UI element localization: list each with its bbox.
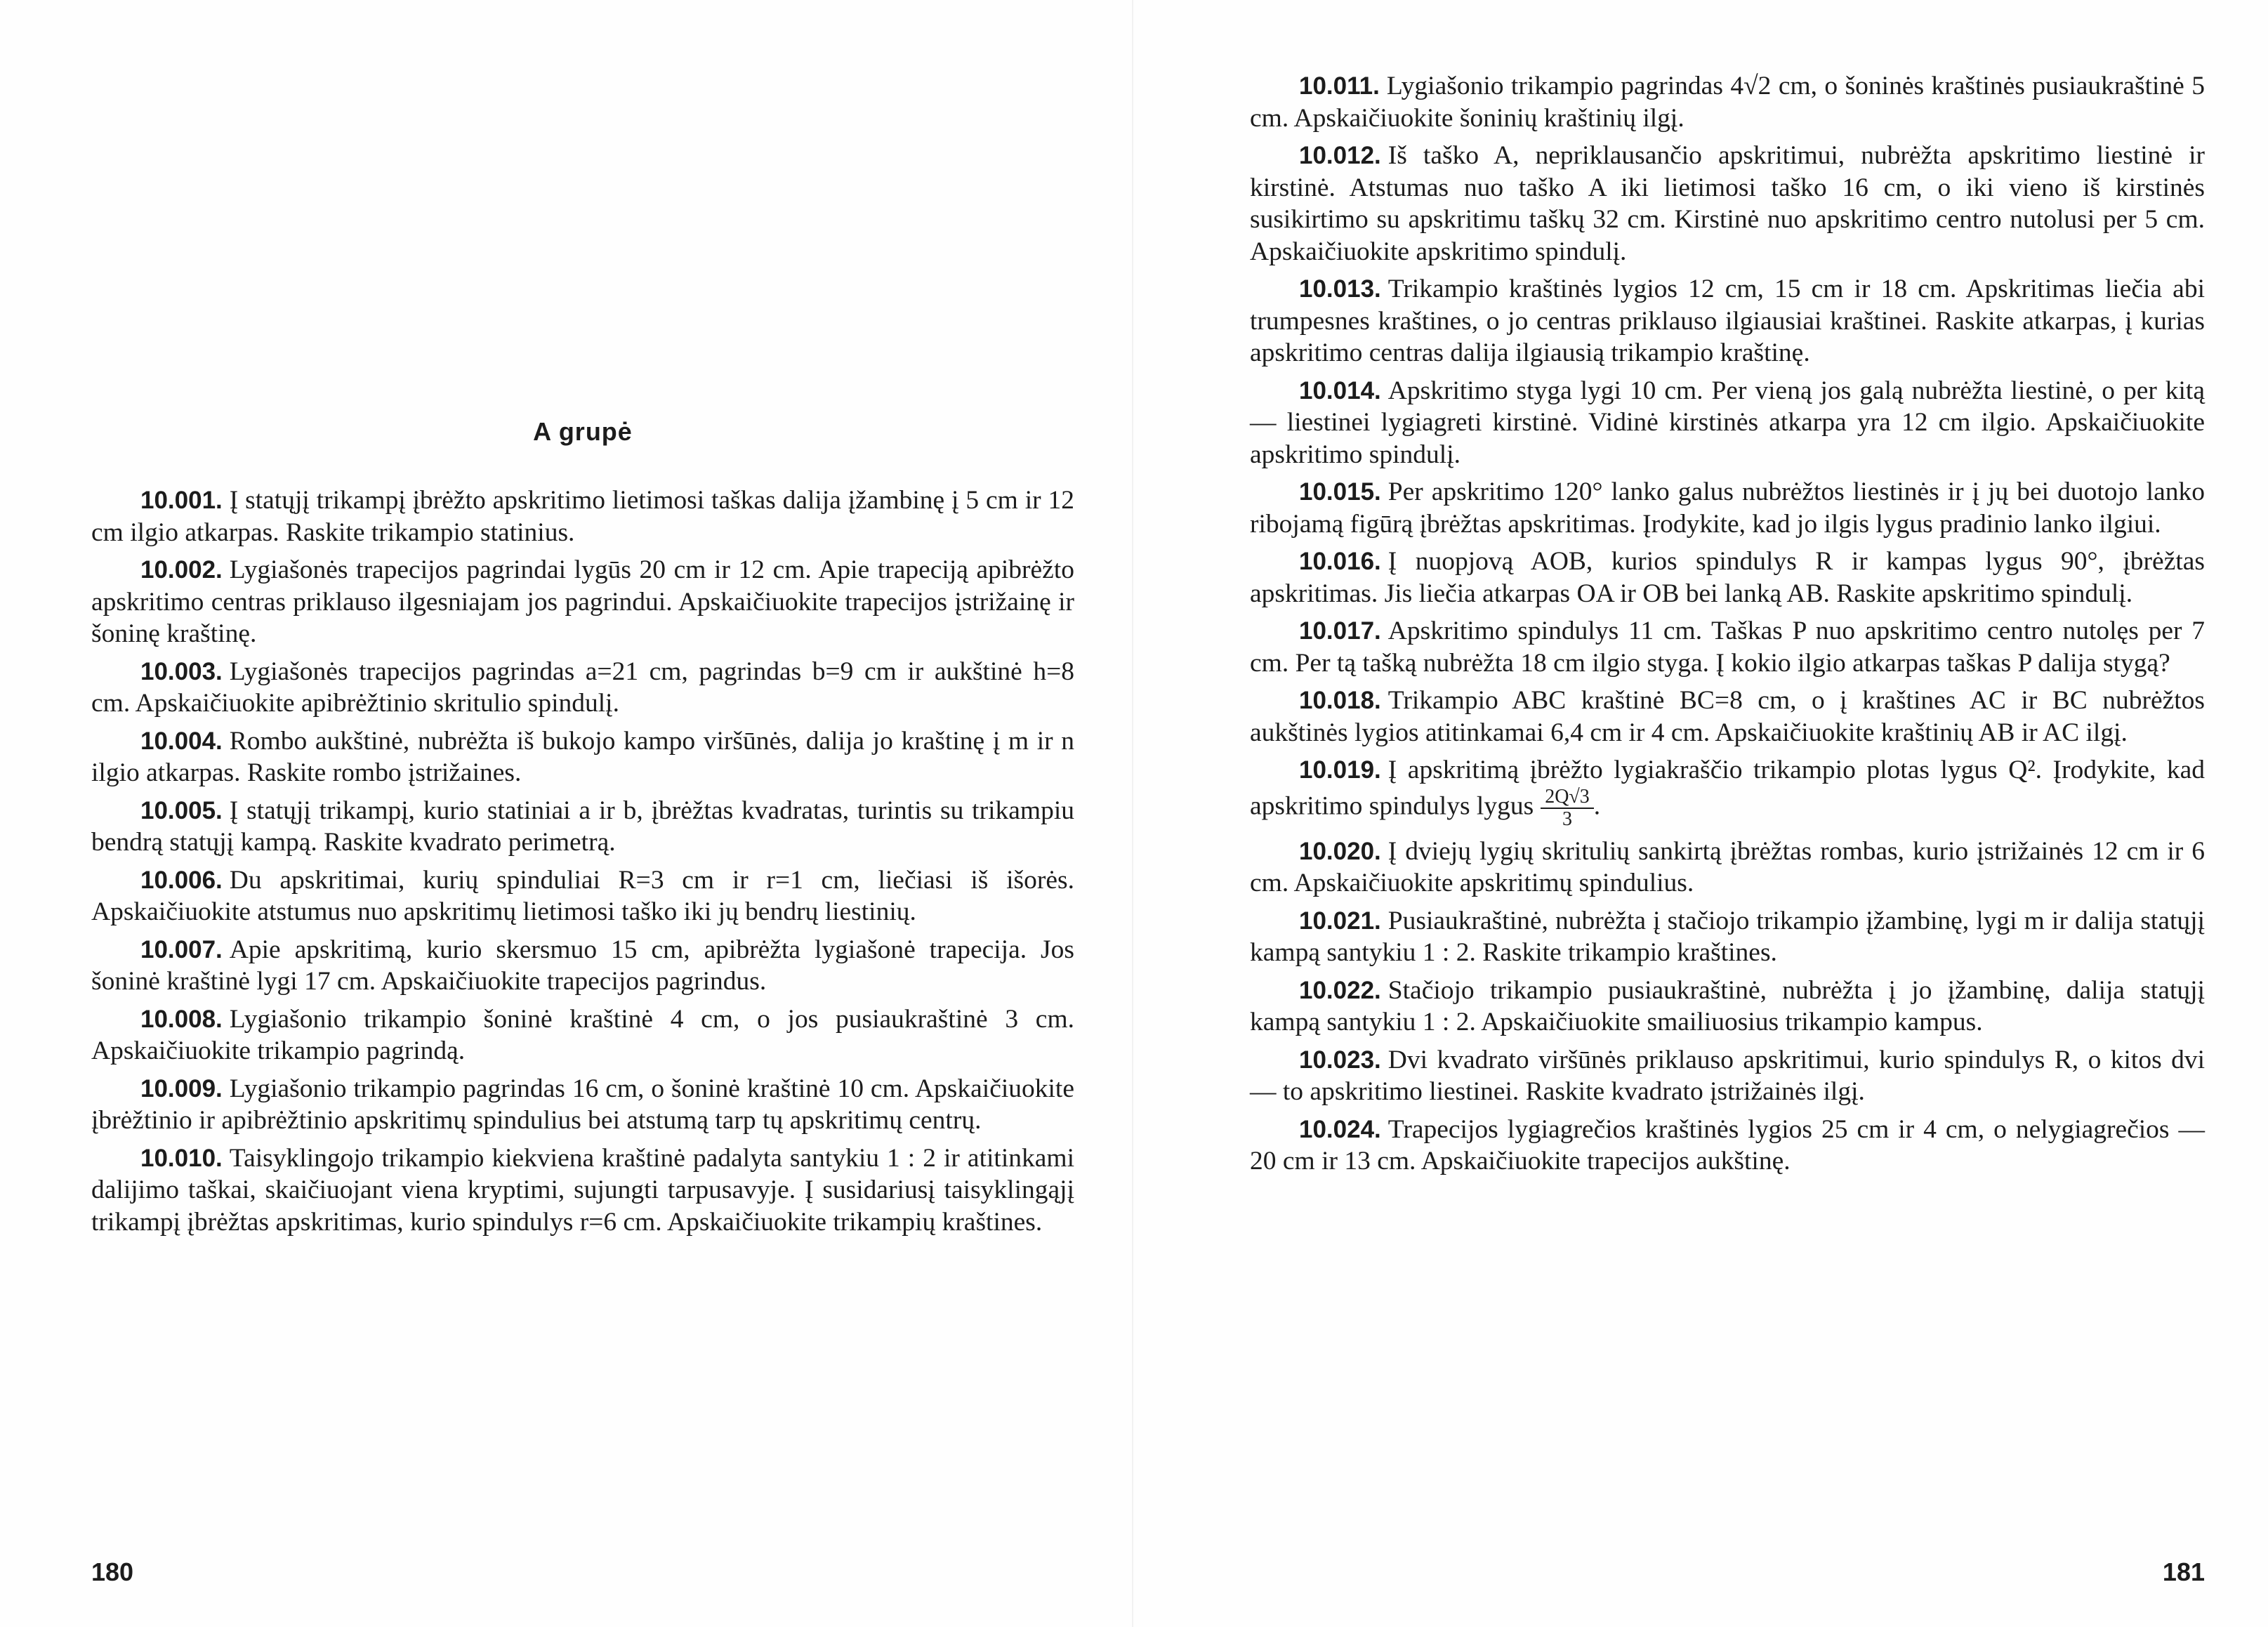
- problem-item: [91, 1073, 1074, 1137]
- problem-item: [1250, 685, 2205, 749]
- problem-number: 10.002.: [140, 556, 223, 584]
- problem-text: Apskritimo styga lygi 10 cm. Per vieną jos galą nubrėžta liestinė, o per kitą — liestinei lygiagreti kirstinė. Vidinė kirstinės atkarpa yra 12 cm ilgio. Apskaičiuokite apskritimo spindulį.: [1250, 376, 2205, 469]
- gutter: [1132, 0, 1133, 1627]
- problem-number: 10.024.: [1299, 1115, 1381, 1143]
- problem-text: Pusiaukraštinė, nubrėžta į stačiojo trikampio įžambinę, lygi m ir dalija statųjį kampą santykiu 1 : 2. Raskite trikampio kraštines.: [1250, 906, 2205, 967]
- problem-item: [1250, 754, 2205, 830]
- problem-number: 10.017.: [1299, 617, 1381, 645]
- problem-number: 10.023.: [1299, 1046, 1381, 1074]
- problem-text: Rombo aukštinė, nubrėžta iš bukojo kampo viršūnės, dalija jo kraštinę į m ir n ilgio atkarpas. Raskite rombo įstrižaines.: [91, 726, 1074, 787]
- problem-text: Į nuopjovą AOB, kurios spindulys R ir kampas lygus 90°, įbrėžtas apskritimas. Jis liečia atkarpas OA ir OB bei lanką AB. Raskite apskritimo spindulį.: [1250, 547, 2205, 608]
- problem-item: [1250, 1114, 2205, 1178]
- problem-number: 10.007.: [140, 935, 223, 963]
- problem-number: 10.003.: [140, 657, 223, 685]
- problem-item: [91, 656, 1074, 720]
- problem-number: 10.014.: [1299, 376, 1381, 404]
- problem-text: Apie apskritimą, kurio skersmuo 15 cm, apibrėžta lygiašonė trapecija. Jos šoninė kraštinė lygi 17 cm. Apskaičiuokite trapecijos pagrindus.: [91, 935, 1074, 996]
- problem-text: Trikampio kraštinės lygios 12 cm, 15 cm ir 18 cm. Apskritimas liečia abi trumpesnes kraštines, o jo centras priklauso ilgiausiai kraštinei. Raskite atkarpas, į kurias apskritimo centras dalija ilgiausią trikampio kraštinę.: [1250, 275, 2205, 367]
- problem-text: Lygiašonės trapecijos pagrindas a=21 cm, pagrindas b=9 cm ir aukštinė h=8 cm. Apskaičiuokite apibrėžtinio skritulio spindulį.: [91, 657, 1074, 718]
- problem-item: [1250, 975, 2205, 1039]
- problem-item: [1250, 836, 2205, 900]
- problem-text: Į statųjį trikampį įbrėžto apskritimo lietimosi taškas dalija įžambinę į 5 cm ir 12 cm ilgio atkarpas. Raskite trikampio statinius.: [91, 486, 1074, 547]
- problem-item: [91, 1003, 1074, 1067]
- problem-item: [1250, 375, 2205, 471]
- problem-number: 10.021.: [1299, 907, 1381, 935]
- problem-number: 10.013.: [1299, 275, 1381, 303]
- problem-text: Lygiašonio trikampio pagrindas 4√2 cm, o šoninės kraštinės pusiaukraštinė 5 cm. Apskaičiuokite šoninių kraštinių ilgį.: [1250, 72, 2205, 133]
- page-number: 180: [91, 1557, 134, 1586]
- fraction-numerator: 2Q√3: [1541, 786, 1594, 809]
- problem-text: Per apskritimo 120° lanko galus nubrėžtos liestinės ir į jų bei duotojo lanko ribojamą figūrą įbrėžtas apskritimas. Įrodykite, kad jo ilgis lygus pradinio lanko ilgiui.: [1250, 477, 2205, 539]
- problem-item: [91, 934, 1074, 998]
- problem-number: 10.018.: [1299, 687, 1381, 714]
- problem-text: Du apskritimai, kurių spinduliai R=3 cm ir r=1 cm, liečiasi iš išorės. Apskaičiuokite atstumus nuo apskritimų lietimosi taško iki jų bendrų liestinių.: [91, 865, 1074, 926]
- problem-number: 10.015.: [1299, 478, 1381, 506]
- problem-text: Lygiašonio trikampio pagrindas 16 cm, o šoninė kraštinė 10 cm. Apskaičiuokite įbrėžtinio ir apibrėžtinio apskritimų spindulius bei atstumą tarp tų apskritimų centrų.: [91, 1074, 1074, 1135]
- problem-text: Dvi kvadrato viršūnės priklauso apskritimui, kurio spindulys R, o kitos dvi — to apskritimo liestinei. Raskite kvadrato įstrižainės ilgį.: [1250, 1045, 2205, 1106]
- problem-number: 10.009.: [140, 1074, 223, 1102]
- left-page: [91, 0, 1074, 1627]
- problem-text: Į dviejų lygių skritulių sankirtą įbrėžtas rombas, kurio įstrižainės 12 cm ir 6 cm. Apskaičiuokite apskritimų spindulius.: [1250, 836, 2205, 897]
- problem-text-end: .: [1593, 791, 1601, 821]
- problem-text: Į statųjį trikampį, kurio statiniai a ir b, įbrėžtas kvadratas, turintis su trikampiu bendrą statųjį kampą. Raskite kvadrato perimetrą.: [91, 796, 1074, 857]
- problem-item: [1250, 615, 2205, 679]
- problem-number: 10.005.: [140, 796, 223, 824]
- problem-number: 10.011.: [1299, 72, 1380, 100]
- problem-item: [1250, 273, 2205, 369]
- problem-number: 10.008.: [140, 1005, 223, 1033]
- problem-text: Iš taško A, nepriklausančio apskritimui, nubrėžta apskritimo liestinė ir kirstinė. Atstumas nuo taško A iki lietimosi taško 16 cm, o iki vieno iš kirstinės susikirtimo su apskritimu taškų 32 cm. Kirstinė nuo apskritimo centro nutolusi per 5 cm. Apskaičiuokite apskritimo spindulį.: [1250, 141, 2205, 266]
- problem-item: [91, 485, 1074, 548]
- problem-item: [1250, 140, 2205, 268]
- problem-item: [91, 864, 1074, 928]
- problem-number: 10.022.: [1299, 976, 1381, 1004]
- problem-text: Lygiašonio trikampio šoninė kraštinė 4 cm, o jos pusiaukraštinė 3 cm. Apskaičiuokite trikampio pagrindą.: [91, 1004, 1074, 1065]
- problem-number: 10.012.: [1299, 142, 1381, 169]
- problem-item: [91, 1142, 1074, 1239]
- fraction-denominator: 3: [1562, 808, 1572, 830]
- problem-number: 10.004.: [140, 727, 223, 755]
- problem-item: [1250, 905, 2205, 969]
- problem-number: 10.006.: [140, 866, 223, 894]
- problem-text: Į apskritimą įbrėžto lygiakraščio trikampio plotas lygus Q². Įrodykite, kad apskritimo spindulys lygus: [1250, 756, 2205, 821]
- problem-number: 10.001.: [140, 487, 223, 514]
- problem-number: 10.016.: [1299, 548, 1381, 575]
- problem-number: 10.010.: [140, 1144, 223, 1172]
- problem-text: Trapecijos lygiagrečios kraštinės lygios 25 cm ir 4 cm, o nelygiagrečios — 20 cm ir 13 cm. Apskaičiuokite trapecijos aukštinę.: [1250, 1114, 2205, 1175]
- fraction: [1541, 786, 1594, 830]
- problem-text: Stačiojo trikampio pusiaukraštinė, nubrėžta į jo įžambinę, dalija statųjį kampą santykiu 1 : 2. Apskaičiuokite smailiuosius trikampio kampus.: [1250, 975, 2205, 1036]
- problem-list-left: [91, 485, 1074, 1244]
- problem-text: Taisyklingojo trikampio kiekviena kraštinė padalyta santykiu 1 : 2 ir atitinkami dalijimo taškai, skaičiuojant viena kryptimi, sujungti tarpusavyje. Į susidariusį taisyklingąjį trikampį įbrėžtas apskritimas, kurio spindulys r=6 cm. Apskaičiuokite trikampių kraštines.: [91, 1143, 1074, 1237]
- problem-text: Lygiašonės trapecijos pagrindai lygūs 20 cm ir 12 cm. Apie trapeciją apibrėžto apskritimo centras priklauso ilgesniajam jos pagrindui. Apskaičiuokite trapecijos įstrižainę ir šoninę kraštinę.: [91, 555, 1074, 648]
- problem-item: [91, 554, 1074, 650]
- problem-list-right: [1250, 70, 2205, 1183]
- page-number: 181: [2162, 1557, 2205, 1586]
- problem-item: [1250, 476, 2205, 540]
- problem-item: [1250, 1044, 2205, 1108]
- section-heading: A grupė: [533, 417, 633, 446]
- problem-item: [1250, 546, 2205, 610]
- right-page: [1250, 0, 2205, 1627]
- problem-number: 10.020.: [1299, 837, 1381, 865]
- problem-item: [91, 795, 1074, 859]
- problem-item: [91, 725, 1074, 789]
- problem-number: 10.019.: [1299, 756, 1381, 784]
- problem-text: Trikampio ABC kraštinė BC=8 cm, o į kraštines AC ir BC nubrėžtos aukštinės lygios atitinkamai 6,4 cm ir 4 cm. Apskaičiuokite kraštinių AB ir AC ilgį.: [1250, 686, 2205, 747]
- problem-item: [1250, 70, 2205, 134]
- problem-text: Apskritimo spindulys 11 cm. Taškas P nuo apskritimo centro nutolęs per 7 cm. Per tą tašką nubrėžta 18 cm ilgio styga. Į kokio ilgio atkarpas taškas P dalija stygą?: [1250, 617, 2205, 678]
